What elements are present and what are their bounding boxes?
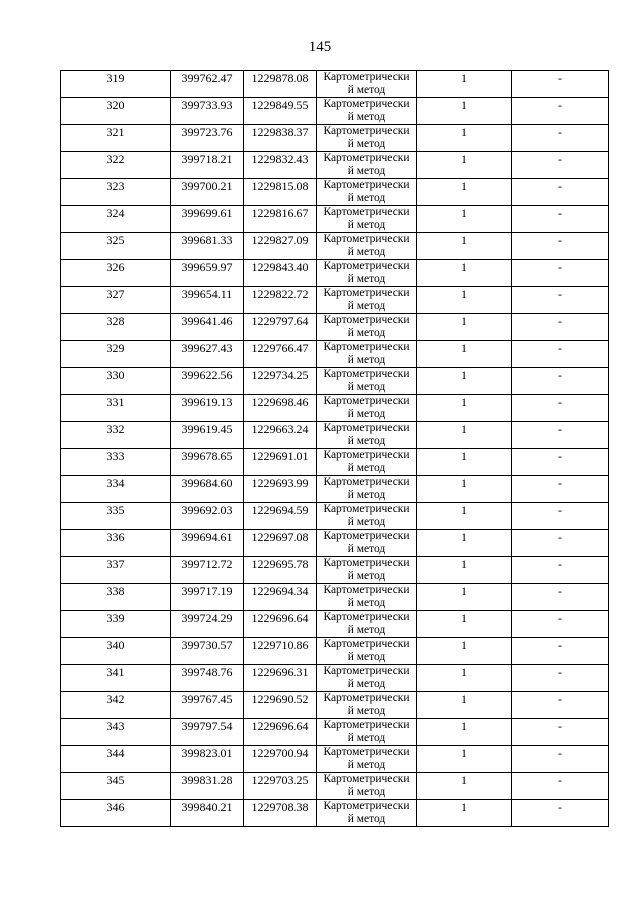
table-row (61, 557, 609, 584)
note-cell: - (512, 98, 609, 125)
method-cell (317, 611, 417, 638)
y-coordinate-cell: 1229663.24 (244, 422, 317, 449)
x-coordinate-cell: 399724.29 (171, 611, 244, 638)
method-cell (317, 152, 417, 179)
method-text-line-2: й метод (347, 354, 386, 366)
method-text-line-2: й метод (347, 624, 386, 636)
method-text-line-1: Картометрически (323, 503, 410, 515)
y-coordinate-cell: 1229849.55 (244, 98, 317, 125)
table-row (61, 665, 609, 692)
accuracy-cell: 1 (417, 800, 512, 827)
table-row (61, 341, 609, 368)
y-coordinate-cell: 1229696.64 (244, 611, 317, 638)
accuracy-cell: 1 (417, 206, 512, 233)
method-text-line-1: Картометрически (323, 611, 410, 623)
point-number-cell: 344 (61, 746, 171, 773)
y-coordinate-cell: 1229766.47 (244, 341, 317, 368)
method-cell (317, 773, 417, 800)
method-text-line-2: й метод (347, 516, 386, 528)
method-text-line-1: Картометрически (323, 530, 410, 542)
point-number-cell: 339 (61, 611, 171, 638)
note-cell: - (512, 287, 609, 314)
method-cell (317, 638, 417, 665)
point-number-cell: 325 (61, 233, 171, 260)
method-text-line-1: Картометрически (323, 800, 410, 812)
point-number-cell: 333 (61, 449, 171, 476)
x-coordinate-cell: 399823.01 (171, 746, 244, 773)
point-number-cell: 329 (61, 341, 171, 368)
point-number-cell: 328 (61, 314, 171, 341)
method-text-line-1: Картометрически (323, 125, 410, 137)
table-row (61, 692, 609, 719)
point-number-cell: 340 (61, 638, 171, 665)
accuracy-cell: 1 (417, 665, 512, 692)
table-row (61, 584, 609, 611)
method-text-line-2: й метод (347, 138, 386, 150)
table-row (61, 260, 609, 287)
x-coordinate-cell: 399712.72 (171, 557, 244, 584)
x-coordinate-cell: 399619.13 (171, 395, 244, 422)
x-coordinate-cell: 399840.21 (171, 800, 244, 827)
method-text-line-1: Картометрически (323, 152, 410, 164)
note-cell: - (512, 206, 609, 233)
y-coordinate-cell: 1229694.34 (244, 584, 317, 611)
point-number-cell: 319 (61, 71, 171, 98)
table-row (61, 422, 609, 449)
table-row (61, 503, 609, 530)
y-coordinate-cell: 1229697.08 (244, 530, 317, 557)
x-coordinate-cell: 399619.45 (171, 422, 244, 449)
y-coordinate-cell: 1229703.25 (244, 773, 317, 800)
method-cell (317, 287, 417, 314)
point-number-cell: 334 (61, 476, 171, 503)
accuracy-cell: 1 (417, 368, 512, 395)
y-coordinate-cell: 1229838.37 (244, 125, 317, 152)
accuracy-cell: 1 (417, 152, 512, 179)
note-cell: - (512, 665, 609, 692)
method-cell (317, 557, 417, 584)
method-text-line-1: Картометрически (323, 665, 410, 677)
accuracy-cell: 1 (417, 638, 512, 665)
note-cell: - (512, 800, 609, 827)
coordinates-table (60, 70, 609, 827)
point-number-cell: 346 (61, 800, 171, 827)
point-number-cell: 330 (61, 368, 171, 395)
method-text-line-1: Картометрически (323, 71, 410, 83)
method-text-line-2: й метод (347, 570, 386, 582)
x-coordinate-cell: 399654.11 (171, 287, 244, 314)
point-number-cell: 323 (61, 179, 171, 206)
method-text-line-1: Картометрически (323, 773, 410, 785)
method-text-line-1: Картометрически (323, 422, 410, 434)
table-row (61, 449, 609, 476)
accuracy-cell: 1 (417, 71, 512, 98)
table-row (61, 530, 609, 557)
x-coordinate-cell: 399723.76 (171, 125, 244, 152)
y-coordinate-cell: 1229694.59 (244, 503, 317, 530)
table-row (61, 395, 609, 422)
accuracy-cell: 1 (417, 692, 512, 719)
point-number-cell: 321 (61, 125, 171, 152)
method-cell (317, 665, 417, 692)
x-coordinate-cell: 399694.61 (171, 530, 244, 557)
note-cell: - (512, 611, 609, 638)
method-text-line-2: й метод (347, 84, 386, 96)
note-cell: - (512, 125, 609, 152)
accuracy-cell: 1 (417, 503, 512, 530)
method-text-line-2: й метод (347, 705, 386, 717)
coordinates-table-body (61, 71, 609, 827)
method-text-line-1: Картометрически (323, 584, 410, 596)
table-row (61, 152, 609, 179)
method-cell (317, 530, 417, 557)
method-cell (317, 422, 417, 449)
point-number-cell: 341 (61, 665, 171, 692)
point-number-cell: 332 (61, 422, 171, 449)
x-coordinate-cell: 399641.46 (171, 314, 244, 341)
x-coordinate-cell: 399831.28 (171, 773, 244, 800)
accuracy-cell: 1 (417, 584, 512, 611)
note-cell: - (512, 584, 609, 611)
x-coordinate-cell: 399627.43 (171, 341, 244, 368)
x-coordinate-cell: 399684.60 (171, 476, 244, 503)
x-coordinate-cell: 399700.21 (171, 179, 244, 206)
y-coordinate-cell: 1229696.64 (244, 719, 317, 746)
x-coordinate-cell: 399733.93 (171, 98, 244, 125)
accuracy-cell: 1 (417, 530, 512, 557)
method-text-line-2: й метод (347, 273, 386, 285)
y-coordinate-cell: 1229691.01 (244, 449, 317, 476)
note-cell: - (512, 368, 609, 395)
table-row (61, 71, 609, 98)
point-number-cell: 331 (61, 395, 171, 422)
table-row (61, 368, 609, 395)
table-row (61, 611, 609, 638)
method-text-line-2: й метод (347, 489, 386, 501)
note-cell: - (512, 719, 609, 746)
y-coordinate-cell: 1229815.08 (244, 179, 317, 206)
x-coordinate-cell: 399659.97 (171, 260, 244, 287)
accuracy-cell: 1 (417, 422, 512, 449)
table-row (61, 638, 609, 665)
method-text-line-1: Картометрически (323, 179, 410, 191)
y-coordinate-cell: 1229690.52 (244, 692, 317, 719)
method-text-line-1: Картометрически (323, 746, 410, 758)
table-row (61, 719, 609, 746)
method-cell (317, 746, 417, 773)
note-cell: - (512, 71, 609, 98)
point-number-cell: 324 (61, 206, 171, 233)
method-cell (317, 260, 417, 287)
method-text-line-2: й метод (347, 300, 386, 312)
note-cell: - (512, 557, 609, 584)
y-coordinate-cell: 1229693.99 (244, 476, 317, 503)
note-cell: - (512, 152, 609, 179)
method-cell (317, 314, 417, 341)
method-text-line-2: й метод (347, 192, 386, 204)
note-cell: - (512, 341, 609, 368)
method-cell (317, 395, 417, 422)
method-cell (317, 449, 417, 476)
x-coordinate-cell: 399692.03 (171, 503, 244, 530)
method-text-line-2: й метод (347, 246, 386, 258)
table-row (61, 287, 609, 314)
y-coordinate-cell: 1229832.43 (244, 152, 317, 179)
method-cell (317, 71, 417, 98)
point-number-cell: 343 (61, 719, 171, 746)
method-text-line-2: й метод (347, 786, 386, 798)
note-cell: - (512, 773, 609, 800)
y-coordinate-cell: 1229734.25 (244, 368, 317, 395)
table-row (61, 746, 609, 773)
y-coordinate-cell: 1229710.86 (244, 638, 317, 665)
point-number-cell: 338 (61, 584, 171, 611)
y-coordinate-cell: 1229843.40 (244, 260, 317, 287)
method-cell (317, 125, 417, 152)
x-coordinate-cell: 399681.33 (171, 233, 244, 260)
method-text-line-1: Картометрически (323, 98, 410, 110)
method-cell (317, 179, 417, 206)
note-cell: - (512, 449, 609, 476)
table-row (61, 314, 609, 341)
table-row (61, 233, 609, 260)
table-row (61, 98, 609, 125)
method-text-line-2: й метод (347, 111, 386, 123)
method-text-line-1: Картометрически (323, 476, 410, 488)
note-cell: - (512, 530, 609, 557)
point-number-cell: 335 (61, 503, 171, 530)
table-row (61, 179, 609, 206)
method-text-line-1: Картометрически (323, 692, 410, 704)
note-cell: - (512, 476, 609, 503)
x-coordinate-cell: 399797.54 (171, 719, 244, 746)
y-coordinate-cell: 1229816.67 (244, 206, 317, 233)
point-number-cell: 342 (61, 692, 171, 719)
accuracy-cell: 1 (417, 476, 512, 503)
method-text-line-1: Картометрически (323, 314, 410, 326)
accuracy-cell: 1 (417, 125, 512, 152)
method-text-line-2: й метод (347, 462, 386, 474)
method-text-line-1: Картометрически (323, 449, 410, 461)
method-text-line-2: й метод (347, 651, 386, 663)
method-text-line-2: й метод (347, 381, 386, 393)
x-coordinate-cell: 399699.61 (171, 206, 244, 233)
point-number-cell: 337 (61, 557, 171, 584)
y-coordinate-cell: 1229696.31 (244, 665, 317, 692)
point-number-cell: 336 (61, 530, 171, 557)
y-coordinate-cell: 1229822.72 (244, 287, 317, 314)
table-row (61, 800, 609, 827)
x-coordinate-cell: 399718.21 (171, 152, 244, 179)
accuracy-cell: 1 (417, 314, 512, 341)
y-coordinate-cell: 1229878.08 (244, 71, 317, 98)
method-text-line-2: й метод (347, 543, 386, 555)
x-coordinate-cell: 399748.76 (171, 665, 244, 692)
x-coordinate-cell: 399678.65 (171, 449, 244, 476)
accuracy-cell: 1 (417, 395, 512, 422)
method-cell (317, 800, 417, 827)
note-cell: - (512, 179, 609, 206)
method-cell (317, 719, 417, 746)
method-text-line-1: Картометрически (323, 233, 410, 245)
accuracy-cell: 1 (417, 557, 512, 584)
accuracy-cell: 1 (417, 611, 512, 638)
y-coordinate-cell: 1229698.46 (244, 395, 317, 422)
accuracy-cell: 1 (417, 287, 512, 314)
method-text-line-2: й метод (347, 813, 386, 825)
method-text-line-2: й метод (347, 327, 386, 339)
x-coordinate-cell: 399717.19 (171, 584, 244, 611)
method-text-line-1: Картометрически (323, 557, 410, 569)
note-cell: - (512, 314, 609, 341)
y-coordinate-cell: 1229827.09 (244, 233, 317, 260)
point-number-cell: 320 (61, 98, 171, 125)
accuracy-cell: 1 (417, 98, 512, 125)
y-coordinate-cell: 1229797.64 (244, 314, 317, 341)
y-coordinate-cell: 1229695.78 (244, 557, 317, 584)
point-number-cell: 327 (61, 287, 171, 314)
method-cell (317, 584, 417, 611)
method-cell (317, 476, 417, 503)
note-cell: - (512, 233, 609, 260)
table-row (61, 206, 609, 233)
accuracy-cell: 1 (417, 179, 512, 206)
note-cell: - (512, 260, 609, 287)
accuracy-cell: 1 (417, 449, 512, 476)
point-number-cell: 345 (61, 773, 171, 800)
method-text-line-2: й метод (347, 597, 386, 609)
note-cell: - (512, 746, 609, 773)
method-text-line-1: Картометрически (323, 638, 410, 650)
method-text-line-2: й метод (347, 219, 386, 231)
x-coordinate-cell: 399762.47 (171, 71, 244, 98)
method-cell (317, 692, 417, 719)
method-text-line-1: Картометрически (323, 368, 410, 380)
method-text-line-2: й метод (347, 759, 386, 771)
accuracy-cell: 1 (417, 773, 512, 800)
x-coordinate-cell: 399730.57 (171, 638, 244, 665)
y-coordinate-cell: 1229700.94 (244, 746, 317, 773)
method-cell (317, 368, 417, 395)
page-number: 145 (308, 39, 332, 55)
accuracy-cell: 1 (417, 341, 512, 368)
method-text-line-1: Картометрически (323, 206, 410, 218)
method-text-line-1: Картометрически (323, 395, 410, 407)
method-text-line-2: й метод (347, 165, 386, 177)
point-number-cell: 326 (61, 260, 171, 287)
method-text-line-1: Картометрически (323, 341, 410, 353)
note-cell: - (512, 395, 609, 422)
table-row (61, 125, 609, 152)
point-number-cell: 322 (61, 152, 171, 179)
accuracy-cell: 1 (417, 260, 512, 287)
table-row (61, 773, 609, 800)
note-cell: - (512, 692, 609, 719)
accuracy-cell: 1 (417, 233, 512, 260)
y-coordinate-cell: 1229708.38 (244, 800, 317, 827)
note-cell: - (512, 638, 609, 665)
table-row (61, 476, 609, 503)
x-coordinate-cell: 399622.56 (171, 368, 244, 395)
method-cell (317, 503, 417, 530)
method-cell (317, 98, 417, 125)
method-text-line-1: Картометрически (323, 287, 410, 299)
method-cell (317, 341, 417, 368)
method-cell (317, 206, 417, 233)
accuracy-cell: 1 (417, 746, 512, 773)
method-text-line-2: й метод (347, 435, 386, 447)
method-text-line-1: Картометрически (323, 260, 410, 272)
method-text-line-2: й метод (347, 408, 386, 420)
note-cell: - (512, 503, 609, 530)
accuracy-cell: 1 (417, 719, 512, 746)
method-text-line-1: Картометрически (323, 719, 410, 731)
method-text-line-2: й метод (347, 678, 386, 690)
method-text-line-2: й метод (347, 732, 386, 744)
x-coordinate-cell: 399767.45 (171, 692, 244, 719)
note-cell: - (512, 422, 609, 449)
method-cell (317, 233, 417, 260)
